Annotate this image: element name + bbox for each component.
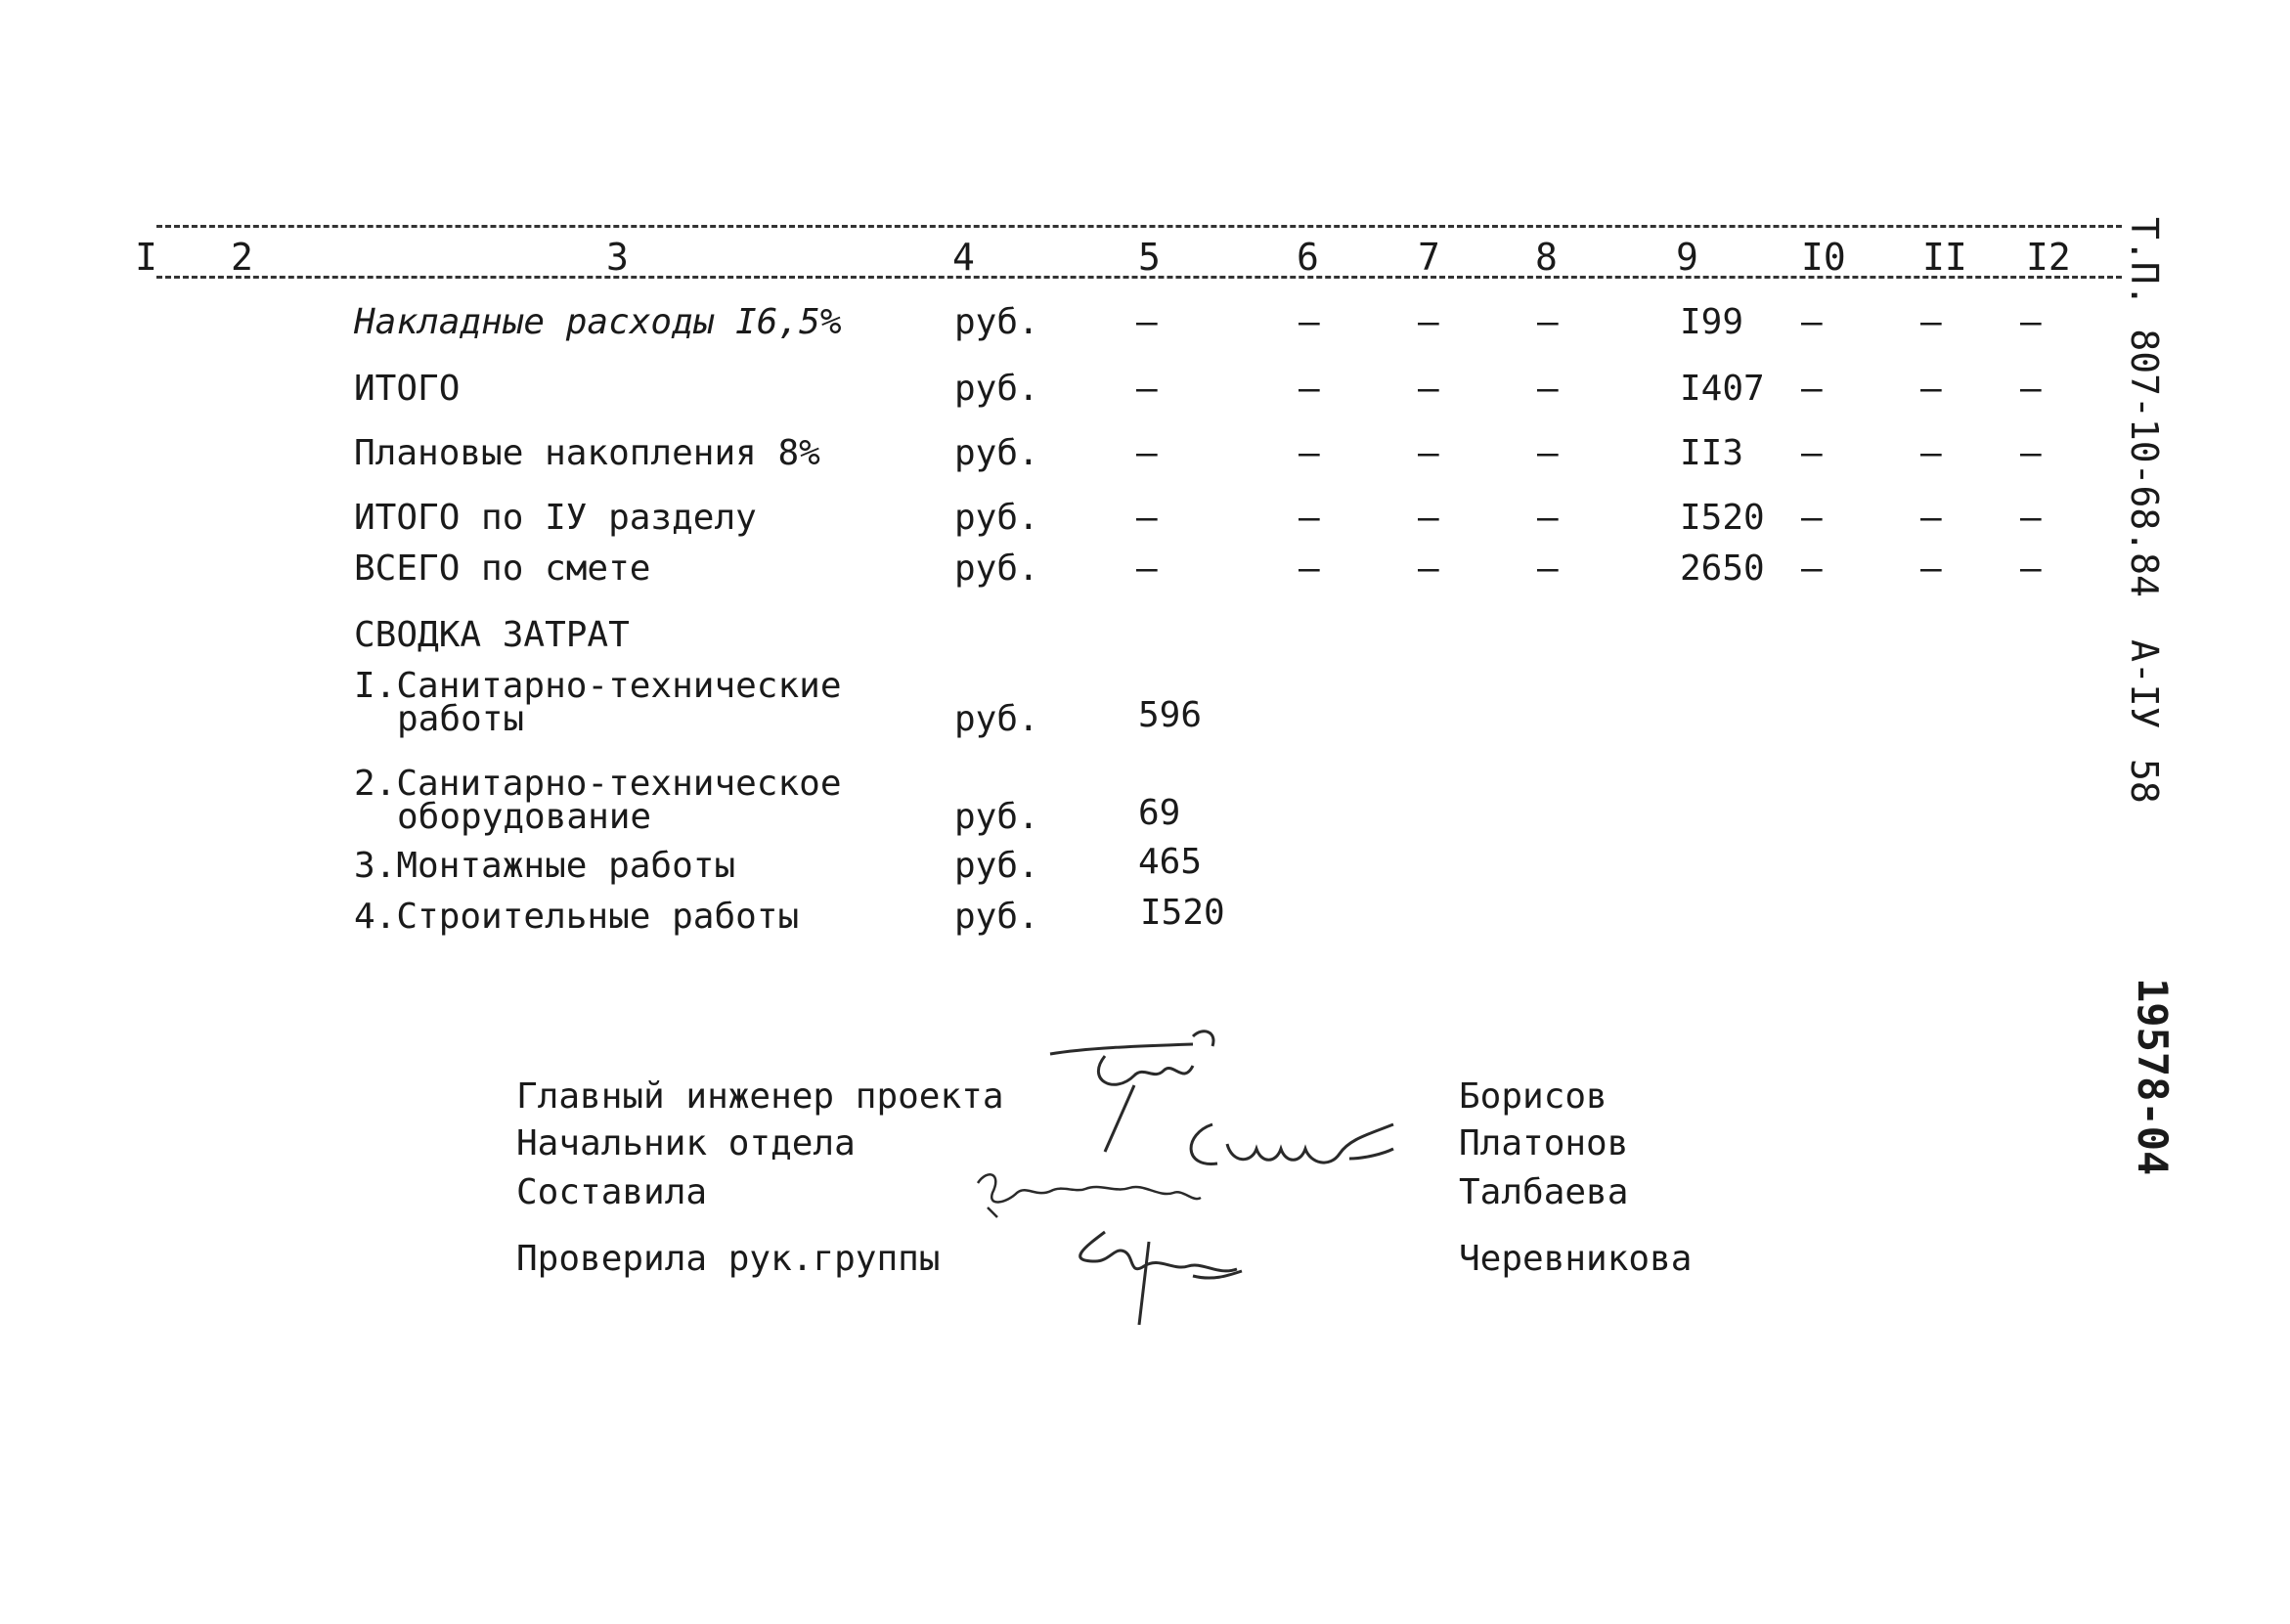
col-header-10: I0 [1801,236,1846,279]
signature-role: Главный инженер проекта [516,1076,1004,1117]
row-c10: – [1801,302,1823,342]
row-c10: – [1801,498,1823,538]
summary-item-value: 69 [1138,793,1181,833]
summary-item-value: I520 [1140,893,1225,933]
row-label: Плановые накопления 8% [354,433,820,473]
row-c10: – [1801,549,1823,589]
summary-item-unit: руб. [954,846,1039,886]
row-c5: – [1136,549,1158,589]
signature-role: Начальник отдела [516,1123,856,1163]
row-unit: руб. [954,498,1039,538]
col-header-8: 8 [1535,236,1558,279]
row-c9: I407 [1680,369,1765,409]
row-unit: руб. [954,302,1039,342]
row-c10: – [1801,433,1823,473]
col-header-7: 7 [1418,236,1440,279]
side-page-number: 58 [2123,759,2166,804]
col-header-11: II [1922,236,1967,279]
summary-item-unit: руб. [954,897,1039,937]
summary-item-line2: работы [397,699,525,739]
summary-item-line1: 4.Строительные работы [354,897,800,937]
col-header-12: I2 [2026,236,2071,279]
col-header-2: 2 [231,236,253,279]
row-label: ИТОГО по IУ разделу [354,498,757,538]
row-c6: – [1299,498,1320,538]
signature-name: Черевникова [1459,1239,1693,1279]
row-c7: – [1418,433,1439,473]
col-header-1: I [135,236,157,279]
summary-item-line1: I.Санитарно-технические [354,666,842,706]
row-c9: II3 [1680,433,1744,473]
col-header-3: 3 [606,236,629,279]
row-c8: – [1537,302,1559,342]
summary-item-line1: 2.Санитарно-техническое [354,764,842,804]
row-c12: – [2020,433,2042,473]
row-unit: руб. [954,549,1039,589]
row-c12: – [2020,549,2042,589]
row-c11: – [1920,549,1942,589]
signature-name: Платонов [1459,1123,1629,1163]
row-label: Накладные расходы I6,5% [354,302,842,342]
row-unit: руб. [954,433,1039,473]
row-c6: – [1299,369,1320,409]
row-c10: – [1801,369,1823,409]
side-doc-number: Т.П. 807-10-68.84 [2123,217,2166,597]
row-label: ВСЕГО по смете [354,549,651,589]
row-c8: – [1537,433,1559,473]
side-album: А-IУ [2123,639,2166,729]
summary-item-unit: руб. [954,699,1039,739]
row-c5: – [1136,369,1158,409]
signature-name: Талбаева [1459,1172,1629,1212]
row-c11: – [1920,302,1942,342]
summary-item-line1: 3.Монтажные работы [354,846,736,886]
row-c8: – [1537,498,1559,538]
col-header-6: 6 [1297,236,1319,279]
row-c12: – [2020,302,2042,342]
row-c7: – [1418,302,1439,342]
row-c11: – [1920,498,1942,538]
col-header-9: 9 [1676,236,1698,279]
row-label: ИТОГО [354,369,461,409]
signature-role: Проверила рук.группы [516,1239,941,1279]
row-c9: 2650 [1680,549,1765,589]
summary-item-value: 596 [1138,695,1203,735]
row-c5: – [1136,498,1158,538]
header-top-rule [156,225,2122,228]
summary-title: СВОДКА ЗАТРАТ [354,615,630,655]
side-inventory-number: 19578-04 [2129,978,2177,1176]
row-c9: I520 [1680,498,1765,538]
signature-role: Составила [516,1172,708,1212]
row-c11: – [1920,433,1942,473]
row-c5: – [1136,433,1158,473]
row-c5: – [1136,302,1158,342]
handwritten-signature-group-leader [1056,1222,1252,1330]
col-header-4: 4 [952,236,975,279]
row-c12: – [2020,498,2042,538]
row-c7: – [1418,369,1439,409]
row-c6: – [1299,433,1320,473]
col-header-5: 5 [1138,236,1161,279]
row-c6: – [1299,549,1320,589]
row-c8: – [1537,549,1559,589]
row-c11: – [1920,369,1942,409]
row-c9: I99 [1680,302,1744,342]
row-c6: – [1299,302,1320,342]
row-c7: – [1418,549,1439,589]
summary-item-value: 465 [1138,842,1203,882]
row-c7: – [1418,498,1439,538]
row-c12: – [2020,369,2042,409]
summary-item-line2: оборудование [397,797,652,837]
summary-item-unit: руб. [954,797,1039,837]
row-c8: – [1537,369,1559,409]
signature-name: Борисов [1459,1076,1607,1117]
row-unit: руб. [954,369,1039,409]
